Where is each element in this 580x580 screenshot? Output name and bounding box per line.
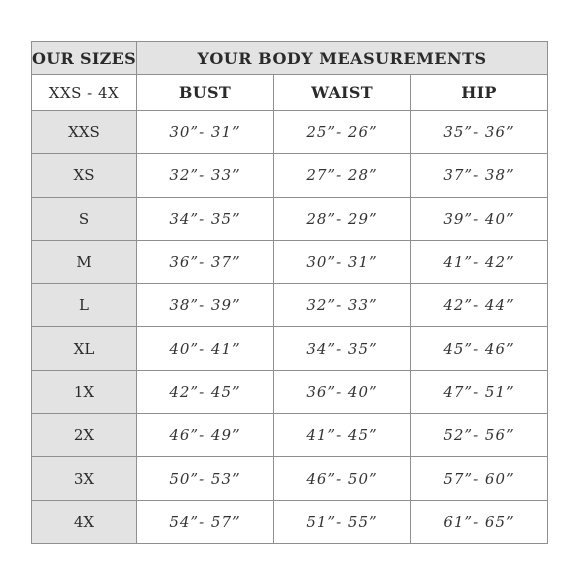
bust-cell: 32”- 33” bbox=[137, 154, 274, 197]
bust-cell: 34”- 35” bbox=[137, 197, 274, 240]
column-header-row bbox=[32, 75, 548, 111]
table-row bbox=[32, 154, 548, 197]
table-row bbox=[32, 457, 548, 500]
size-range-label: XXS - 4X bbox=[32, 75, 137, 111]
bust-cell: 38”- 39” bbox=[137, 284, 274, 327]
hip-cell: 35”- 36” bbox=[411, 111, 548, 154]
hip-cell: 45”- 46” bbox=[411, 327, 548, 370]
hip-cell: 41”- 42” bbox=[411, 240, 548, 283]
our-sizes-header: OUR SIZES bbox=[32, 42, 137, 75]
hip-cell: 61”- 65” bbox=[411, 500, 548, 543]
bust-cell: 46”- 49” bbox=[137, 414, 274, 457]
waist-cell: 41”- 45” bbox=[274, 414, 411, 457]
waist-cell: 30”- 31” bbox=[274, 240, 411, 283]
hip-column-header: HIP bbox=[411, 75, 548, 111]
hip-cell: 39”- 40” bbox=[411, 197, 548, 240]
bust-cell: 30”- 31” bbox=[137, 111, 274, 154]
size-cell: 3X bbox=[32, 457, 137, 500]
waist-cell: 36”- 40” bbox=[274, 370, 411, 413]
size-chart-table bbox=[31, 41, 548, 544]
waist-cell: 28”- 29” bbox=[274, 197, 411, 240]
size-cell: 2X bbox=[32, 414, 137, 457]
size-cell: 4X bbox=[32, 500, 137, 543]
header-row bbox=[32, 42, 548, 75]
hip-cell: 47”- 51” bbox=[411, 370, 548, 413]
hip-cell: 42”- 44” bbox=[411, 284, 548, 327]
size-cell: XXS bbox=[32, 111, 137, 154]
bust-cell: 54”- 57” bbox=[137, 500, 274, 543]
waist-cell: 46”- 50” bbox=[274, 457, 411, 500]
table-row bbox=[32, 240, 548, 283]
size-cell: L bbox=[32, 284, 137, 327]
size-cell: S bbox=[32, 197, 137, 240]
hip-cell: 57”- 60” bbox=[411, 457, 548, 500]
waist-column-header: WAIST bbox=[274, 75, 411, 111]
hip-cell: 37”- 38” bbox=[411, 154, 548, 197]
waist-cell: 34”- 35” bbox=[274, 327, 411, 370]
bust-cell: 42”- 45” bbox=[137, 370, 274, 413]
bust-cell: 36”- 37” bbox=[137, 240, 274, 283]
size-cell: M bbox=[32, 240, 137, 283]
bust-cell: 50”- 53” bbox=[137, 457, 274, 500]
waist-cell: 51”- 55” bbox=[274, 500, 411, 543]
size-cell: 1X bbox=[32, 370, 137, 413]
table-row bbox=[32, 284, 548, 327]
size-cell: XL bbox=[32, 327, 137, 370]
size-cell: XS bbox=[32, 154, 137, 197]
body-measurements-header: YOUR BODY MEASUREMENTS bbox=[137, 42, 548, 75]
bust-column-header: BUST bbox=[137, 75, 274, 111]
waist-cell: 25”- 26” bbox=[274, 111, 411, 154]
table-row bbox=[32, 197, 548, 240]
table-row bbox=[32, 500, 548, 543]
table-row bbox=[32, 111, 548, 154]
table-row bbox=[32, 370, 548, 413]
bust-cell: 40”- 41” bbox=[137, 327, 274, 370]
waist-cell: 27”- 28” bbox=[274, 154, 411, 197]
waist-cell: 32”- 33” bbox=[274, 284, 411, 327]
table-row bbox=[32, 327, 548, 370]
hip-cell: 52”- 56” bbox=[411, 414, 548, 457]
table-row bbox=[32, 414, 548, 457]
